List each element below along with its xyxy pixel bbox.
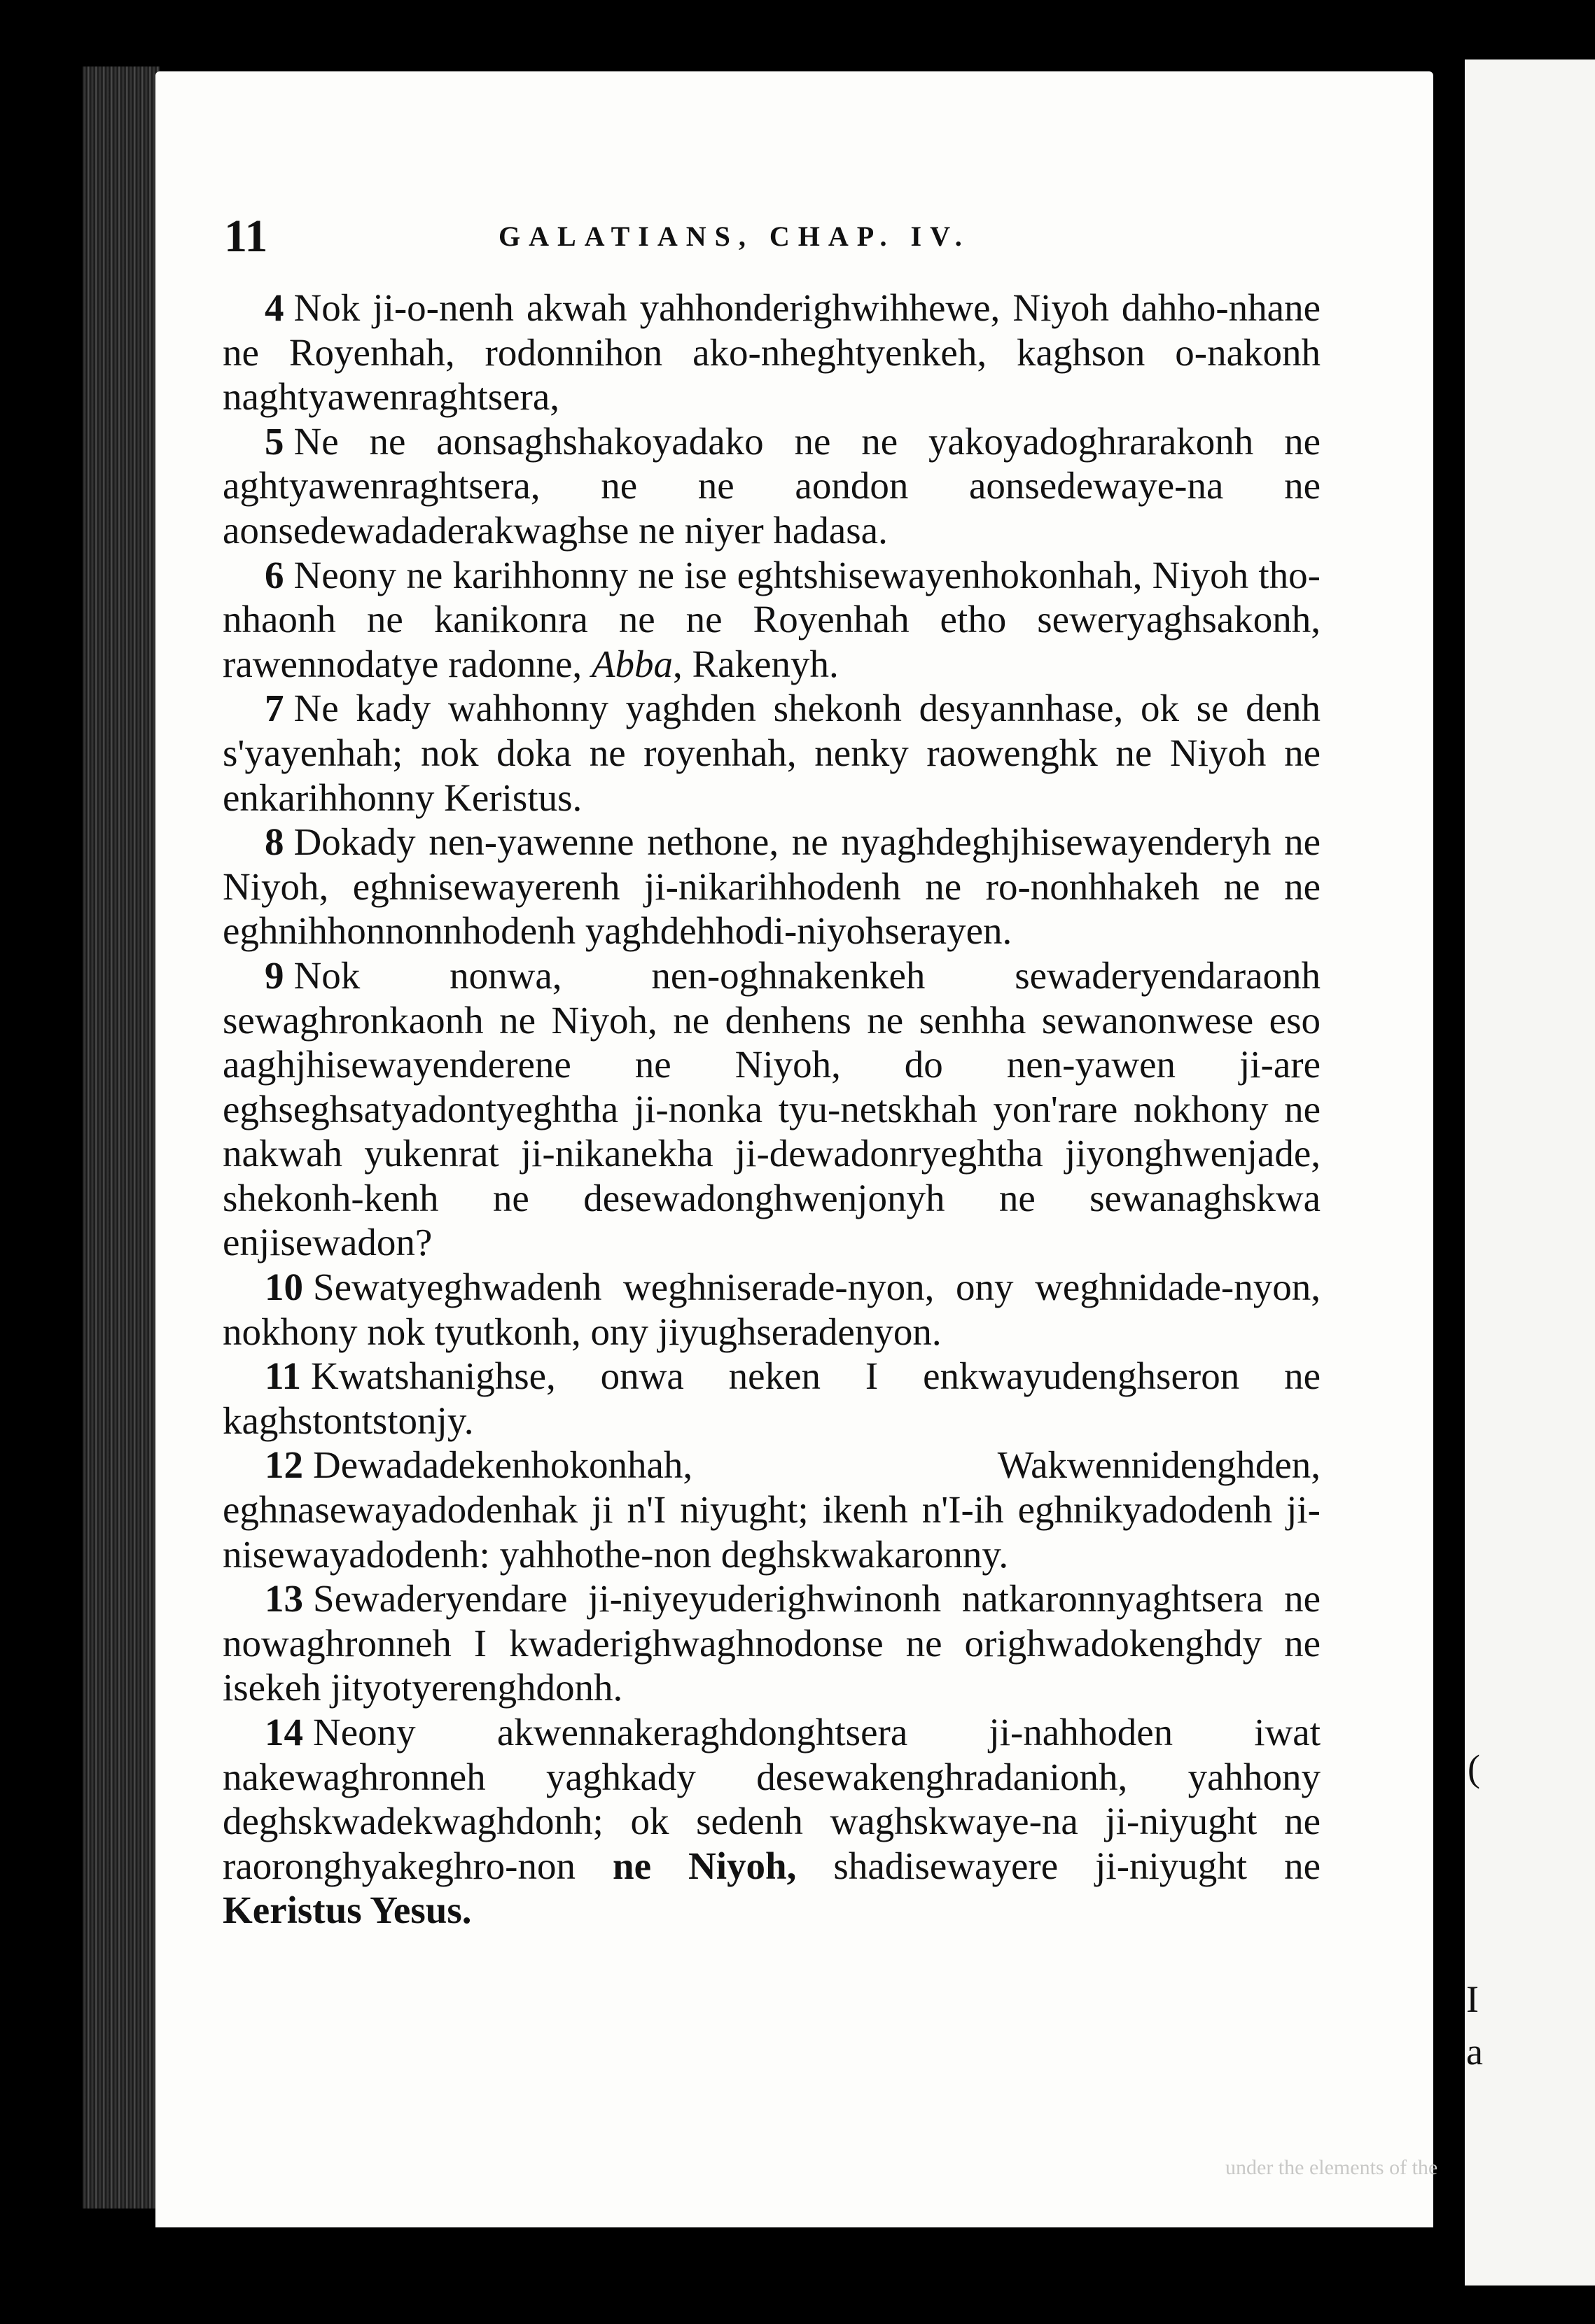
verse-text-italic: Abba — [591, 642, 673, 685]
verse-text: Nok nonwa, nen-oghnakenkeh sewaderyendaraonh sewaghronkaonh ne Niyoh, ne denhens ne senhha sewanonwese eso aaghjhisewayenderene ne Niyoh, do nen-yawen ji-are eghseghsatyadontyeghtha ji-nonka tyu-netskhah yon'rare nokhony ne nakwah yukenrat ji-nikanekha ji-dewadonryeghtha jiyonghwenjade, shekonh-kenh ne desewadonghwenjonyh ne sewanaghskwa enjisewadon? — [223, 953, 1321, 1264]
verse-text: Nok ji-o-nenh akwah yahhonderighwihhewe, Niyoh dahho-nhane ne Royenhah, rodonnihon ako-nheghtyenkeh, kaghson o-nakonh naghtyawenraghtsera, — [223, 286, 1321, 419]
verse-10 — [223, 1265, 1321, 1354]
chapter-text — [223, 286, 1321, 1933]
running-head: GALATIANS, CHAP. IV. — [499, 220, 970, 252]
verse-6 — [223, 553, 1321, 687]
verse-11 — [223, 1354, 1321, 1443]
verse-number: 12 — [265, 1443, 303, 1487]
verse-9 — [223, 953, 1321, 1265]
verse-number: 11 — [265, 1354, 301, 1398]
verse-number: 14 — [265, 1711, 303, 1754]
verse-text-bold: Keristus Yesus. — [223, 1889, 472, 1932]
verse-number: 7 — [265, 687, 284, 730]
page-number: 11 — [224, 211, 268, 262]
facing-page-glyph: ( — [1468, 1747, 1480, 1789]
facing-page-glyph: a — [1466, 2031, 1483, 2073]
verse-text: Dokady nen-yawenne nethone, ne nyaghdeghjhisewayenderyh ne Niyoh, eghnisewayerenh ji-nikarihhodenh ne ro-nonhhakeh ne ne eghnihhonnonnhodenh yaghdehhodi-niyohserayen. — [223, 820, 1321, 953]
verse-13 — [223, 1576, 1321, 1710]
verse-text: Sewatyeghwadenh weghniserade-nyon, ony weghnidade-nyon, nokhony nok tyutkonh, ony jiyughseradenyon. — [223, 1266, 1321, 1353]
bleed-through-text: under the elements of the — [1225, 2156, 1438, 2179]
page-header — [224, 210, 1316, 266]
verse-8 — [223, 820, 1321, 953]
verse-number: 4 — [265, 286, 284, 329]
verse-text: Ne ne aonsaghshakoyadako ne ne yakoyadoghrarakonh ne aghtyawenraghtsera, ne ne aondon aonsedewaye-na ne aonsedewadaderakwaghse ne niyer hadasa. — [223, 419, 1321, 552]
verse-text: Dewadadekenhokonhah, Wakwennidenghden, eghnasewayadodenhak ji n'I niyught; ikenh n'I-ih eghnikyadodenh ji-nisewayadodenh: yahhothe-non deghskwakaronny. — [223, 1443, 1321, 1576]
verse-text: Kwatshanighse, onwa neken I enkwayudenghseron ne kaghstontstonjy. — [223, 1354, 1321, 1442]
verse-4 — [223, 286, 1321, 419]
facing-page-edge — [1465, 59, 1595, 2286]
verse-7 — [223, 686, 1321, 820]
verse-text: Neony akwennakeraghdonghtsera ji-nahhoden iwat nakewaghronneh yaghkady desewakenghradanionh, yahhony deghskwadekwaghdonh; ok sedenh waghskwaye-na ji-niyught ne raoronghyakeghro-non — [223, 1711, 1321, 1887]
facing-page-glyph: I — [1466, 1978, 1479, 2020]
verse-text: Neony ne karihhonny ne ise eghtshisewayenhokonhah, Niyoh tho-nhaonh ne kanikonra ne ne Royenhah etho seweryaghsakonh, rawennodatye radonne, — [223, 553, 1321, 685]
verse-text: Sewaderyendare ji-niyeyuderighwinonh natkaronnyaghtsera ne nowaghronneh I kwaderighwaghnodonse ne orighwadokenghdy ne isekeh jityotyerenghdonh. — [223, 1577, 1321, 1709]
verse-text-bold: ne Niyoh, — [613, 1844, 797, 1887]
verse-text: , Rakenyh. — [672, 642, 839, 685]
verse-number: 5 — [265, 419, 284, 463]
verse-number: 9 — [265, 953, 284, 997]
verse-number: 6 — [265, 553, 284, 596]
verse-14 — [223, 1710, 1321, 1933]
verse-5 — [223, 419, 1321, 553]
verse-12 — [223, 1443, 1321, 1576]
book-binding-edge — [83, 66, 160, 2208]
verse-number: 10 — [265, 1266, 303, 1309]
verse-number: 8 — [265, 820, 284, 864]
verse-number: 13 — [265, 1577, 303, 1620]
verse-text: Ne kady wahhonny yaghden shekonh desyannhase, ok se denh s'yayenhah; nok doka ne royenhah, nenky raowenghk ne Niyoh ne enkarihhonny Keristus. — [223, 687, 1321, 819]
verse-text: shadisewayere ji-niyught ne — [796, 1844, 1321, 1887]
